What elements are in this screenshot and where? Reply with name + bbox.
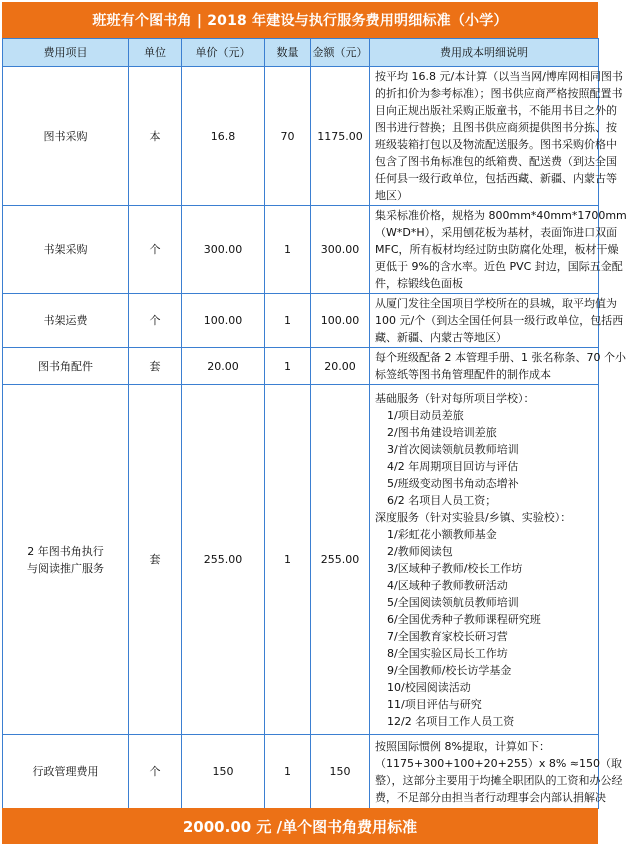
desc-line: 班级装箱打包以及物流配送服务。图书采购价格中 xyxy=(375,138,617,151)
desc-line: 藏、新疆、内蒙古等地区） xyxy=(375,331,507,344)
cell-amount: 300.00 xyxy=(311,206,370,294)
cell-item xyxy=(3,385,129,735)
table-row xyxy=(3,206,599,294)
cell-item: 书架采购 xyxy=(3,206,129,294)
table-row xyxy=(3,735,599,809)
cell-qty: 1 xyxy=(265,385,311,735)
header-desc: 费用成本明细说明 xyxy=(370,39,599,67)
desc-line: 地区） xyxy=(375,189,408,202)
cell-unit: 套 xyxy=(129,348,182,385)
desc-line: 目向正规出版社采购正版童书，不能用书目之外的 xyxy=(375,104,617,117)
service-item: 11/项目评估与研究 xyxy=(387,697,482,711)
header-item: 费用项目 xyxy=(3,39,129,67)
header-qty: 数量 xyxy=(265,39,311,67)
service-item: 9/全国教师/校长访学基金 xyxy=(387,663,512,677)
cell-amount: 150 xyxy=(311,735,370,809)
desc-line: 件，棕锻线色面板 xyxy=(375,277,463,290)
table-row xyxy=(3,348,599,385)
cell-item: 图书采购 xyxy=(3,67,129,206)
total-footer: 2000.00 元 /单个图书角费用标准 xyxy=(2,808,598,844)
service-item: 6/2 名项目人员工资； xyxy=(387,493,497,507)
service-item: 4/区域种子教师教研活动 xyxy=(387,578,508,592)
header-price: 单价（元） xyxy=(182,39,265,67)
table-header-row xyxy=(3,39,599,67)
service-item: 1/彩虹花小额教师基金 xyxy=(387,527,497,541)
table-row xyxy=(3,385,599,735)
cell-qty: 1 xyxy=(265,294,311,348)
service-item: 5/班级变动图书角动态增补 xyxy=(387,476,519,490)
fee-table xyxy=(2,38,627,809)
header-amount: 金额（元） xyxy=(311,39,370,67)
cell-desc xyxy=(370,735,623,809)
cell-amount: 100.00 xyxy=(311,294,370,348)
desc-line: 费，不足部分由担当者行动理事会内部认捐解决 xyxy=(375,790,606,804)
desc-line: 包含了图书角标准包的纸箱费、配送费（到达全国 xyxy=(375,155,617,168)
cell-price: 20.00 xyxy=(182,348,265,385)
service-item: 1/项目动员差旅 xyxy=(387,408,464,422)
service-item: 10/校园阅读活动 xyxy=(387,680,471,694)
desc-line: （W*D*H），采用刨花板为基材，表面饰进口双面 xyxy=(375,226,618,239)
desc-line: 图书进行替换；且图书供应商须提供图书分拣、按 xyxy=(375,121,617,134)
cell-desc xyxy=(370,67,623,206)
table-row xyxy=(3,294,599,348)
cell-desc xyxy=(370,385,599,735)
cell-item: 书架运费 xyxy=(3,294,129,348)
service-item: 7/全国教育家校长研习营 xyxy=(387,629,508,643)
desc-line: 从厦门发往全国项目学校所在的县城，取平均值为 xyxy=(375,297,617,310)
cell-qty: 70 xyxy=(265,67,311,206)
service-item: 4/2 年周期项目回访与评估 xyxy=(387,459,519,473)
cell-price: 300.00 xyxy=(182,206,265,294)
cell-unit: 个 xyxy=(129,294,182,348)
cell-unit: 个 xyxy=(129,206,182,294)
cell-item: 行政管理费用 xyxy=(3,735,129,809)
service-item: 6/全国优秀种子教师课程研究班 xyxy=(387,612,541,626)
cell-unit: 套 xyxy=(129,385,182,735)
cell-price: 255.00 xyxy=(182,385,265,735)
service-item: 2/教师阅读包 xyxy=(387,544,453,558)
deep-services-title: 深度服务（针对实验县/乡镇、实验校）： xyxy=(375,510,572,524)
desc-line: 按照国际惯例 8%提取，计算如下： xyxy=(375,739,550,753)
service-item: 2/图书角建设培训差旅 xyxy=(387,425,497,439)
cell-price: 100.00 xyxy=(182,294,265,348)
cell-desc xyxy=(370,294,624,348)
cell-unit: 本 xyxy=(129,67,182,206)
desc-line: MFC，所有板材均经过防虫防腐化处理，板材干燥 xyxy=(375,243,619,256)
cell-qty: 1 xyxy=(265,206,311,294)
item-line: 2 年图书角执行 xyxy=(27,544,104,558)
table-row xyxy=(3,67,599,206)
cell-price: 16.8 xyxy=(182,67,265,206)
cell-qty: 1 xyxy=(265,735,311,809)
desc-line: 每个班级配备 2 本管理手册、1 张名称条、70 个小 xyxy=(375,351,626,364)
desc-line: 按平均 16.8 元/本计算（以当当网/博库网相同图书 xyxy=(375,70,623,83)
desc-line: 的折扣价为参考标准）；图书供应商严格按照配置书 xyxy=(375,87,623,100)
cell-item: 图书角配件 xyxy=(3,348,129,385)
cell-amount: 255.00 xyxy=(311,385,370,735)
cell-amount: 20.00 xyxy=(311,348,370,385)
service-item: 8/全国实验区局长工作坊 xyxy=(387,646,508,660)
cell-qty: 1 xyxy=(265,348,311,385)
service-item: 5/全国阅读领航员教师培训 xyxy=(387,595,519,609)
desc-line: 标签纸等图书角管理配件的制作成本 xyxy=(375,368,551,381)
cell-unit: 个 xyxy=(129,735,182,809)
cell-price: 150 xyxy=(182,735,265,809)
desc-line: 整），这部分主要用于均摊全职团队的工资和办公经 xyxy=(375,773,623,787)
header-unit: 单位 xyxy=(129,39,182,67)
cell-desc xyxy=(370,206,627,294)
desc-line: 100 元/个（到达全国任何县一级行政单位，包括西 xyxy=(375,314,624,327)
service-item: 3/区域种子教师/校长工作坊 xyxy=(387,561,523,575)
cell-amount: 1175.00 xyxy=(311,67,370,206)
page-title: 班班有个图书角 | 2018 年建设与执行服务费用明细标准（小学） xyxy=(2,2,598,38)
desc-line: 更低于 9%的含水率。近色 PVC 封边，国际五金配 xyxy=(375,260,623,273)
desc-line: 集采标准价格，规格为 800mm*40mm*1700mm xyxy=(375,209,627,222)
service-item: 12/2 名项目工作人员工资 xyxy=(387,714,515,728)
item-line: 与阅读推广服务 xyxy=(27,561,104,575)
service-item: 3/首次阅读领航员教师培训 xyxy=(387,442,519,456)
desc-line: 任何县一级行政单位，包括西藏、新疆、内蒙古等 xyxy=(375,172,617,185)
desc-line: （1175+300+100+20+255）x 8% ≈150（取 xyxy=(375,756,623,770)
cell-desc xyxy=(370,348,626,385)
basic-services-title: 基础服务（针对每所项目学校）： xyxy=(375,391,535,405)
